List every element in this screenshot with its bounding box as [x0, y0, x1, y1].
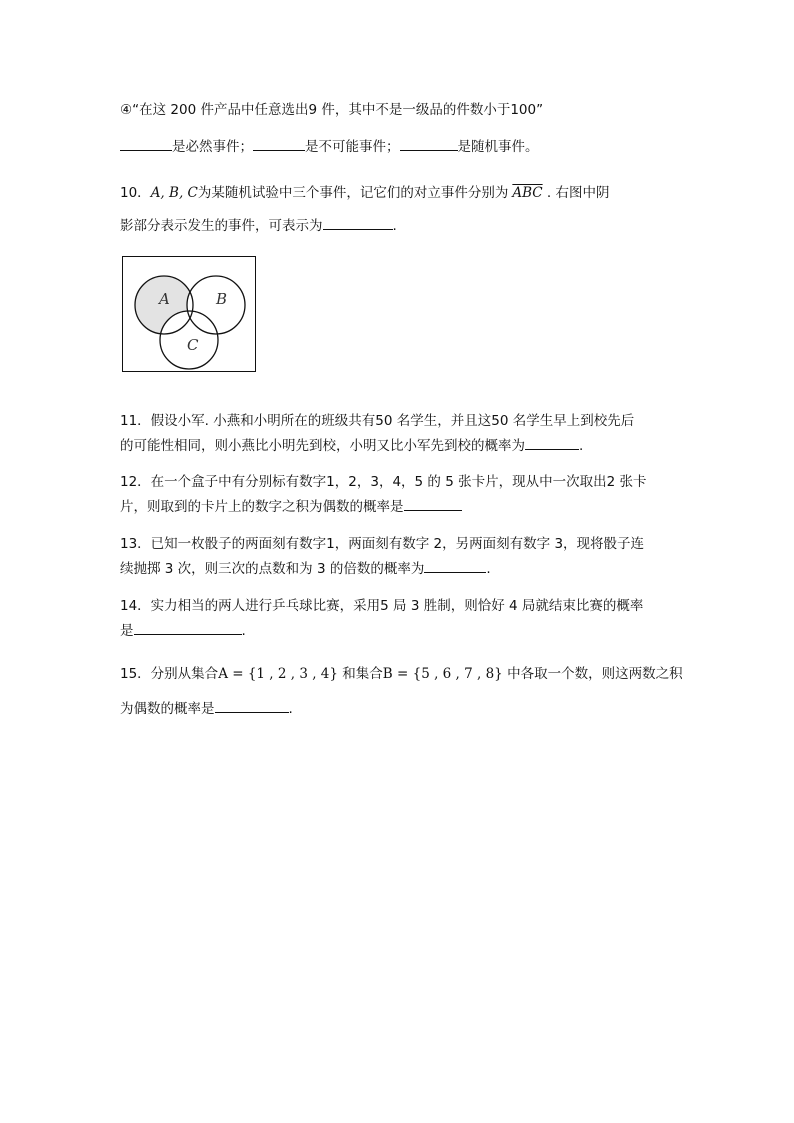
q13-line2-end: .: [486, 561, 491, 577]
q15-line2-end: .: [288, 701, 293, 717]
q14-line2-text: 是: [120, 623, 134, 639]
blank-q14[interactable]: [134, 620, 242, 635]
q10-vars: A, B, C: [150, 185, 198, 201]
blank-q15[interactable]: [215, 698, 289, 713]
label-c: C: [187, 336, 199, 354]
q10-number: 10．: [120, 185, 151, 201]
q10-complement: $\overline{ABC}$: [512, 185, 543, 201]
q9-impossible-text: 是不可能事件；: [305, 139, 400, 155]
q11-line2-end: .: [579, 438, 584, 454]
blank-impossible[interactable]: [253, 136, 305, 151]
q9-certain-text: 是必然事件；: [172, 139, 253, 155]
q10-line2-text: 影部分表示发生的事件，可表示为: [120, 218, 323, 234]
label-a: A: [159, 290, 170, 308]
q10-suffix: . 右图中阴: [542, 185, 610, 201]
q12-line2: [120, 496, 462, 517]
venn-svg: [123, 257, 254, 370]
q15-set-a: A = {1 , 2 , 3 , 4}: [218, 666, 338, 682]
q11-line2: [120, 435, 583, 456]
q13-line2: [120, 558, 491, 579]
q9-answer-line: [120, 136, 539, 157]
q15-line1: [120, 664, 683, 684]
q10-line1: [120, 183, 609, 203]
q15-line2-text: 为偶数的概率是: [120, 701, 215, 717]
blank-q13[interactable]: [424, 558, 486, 573]
q15-line2: [120, 698, 293, 719]
q15-mid: 和集合: [338, 666, 383, 682]
blank-q11[interactable]: [525, 435, 579, 450]
q11-line1: 11．假设小军. 小燕和小明所在的班级共有50 名学生，并且这50 名学生早上到校先后: [120, 413, 635, 429]
q12-line1: 12．在一个盒子中有分别标有数字1，2，3，4，5 的 5 张卡片，现从中一次取出2 张卡: [120, 474, 647, 490]
q13-line2-text: 续抛掷 3 次，则三次的点数和为 3 的倍数的概率为: [120, 561, 425, 577]
q14-line2-end: .: [241, 623, 246, 639]
q11-line2-text: 的可能性相同，则小燕比小明先到校，小明又比小军先到校的概率为: [120, 438, 525, 454]
q10-line2: [120, 215, 397, 236]
q9-random-text: 是随机事件。: [457, 139, 539, 155]
venn-diagram: [122, 256, 256, 372]
q15-set-b: B = {5 , 6 , 7 , 8}: [382, 666, 503, 682]
q14-line1: 14．实力相当的两人进行乒乓球比赛，采用5 局 3 胜制，则恰好 4 局就结束比赛的概率: [120, 598, 644, 614]
q12-line2-text: 片，则取到的卡片上的数字之积为偶数的概率是: [120, 499, 404, 515]
q13-line1: 13．已知一枚骰子的两面刻有数字1，两面刻有数字 2，另两面刻有数字 3，现将骰子连: [120, 536, 645, 552]
q10-line2-end: .: [392, 218, 397, 234]
label-b: B: [216, 290, 228, 308]
q14-line2: [120, 620, 246, 641]
q15-suffix: 中各取一个数，则这两数之积: [502, 666, 683, 682]
blank-q10[interactable]: [323, 215, 393, 230]
q10-text: 为某随机试验中三个事件，记它们的对立事件分别为: [197, 185, 509, 201]
blank-q12[interactable]: [404, 496, 462, 511]
q15-prefix: 15．分别从集合: [120, 666, 219, 682]
blank-random[interactable]: [400, 136, 458, 151]
blank-certain[interactable]: [120, 136, 172, 151]
q9-item4: ④“在这 200 件产品中任意选出9 件，其中不是一级品的件数小于100”: [120, 102, 544, 118]
